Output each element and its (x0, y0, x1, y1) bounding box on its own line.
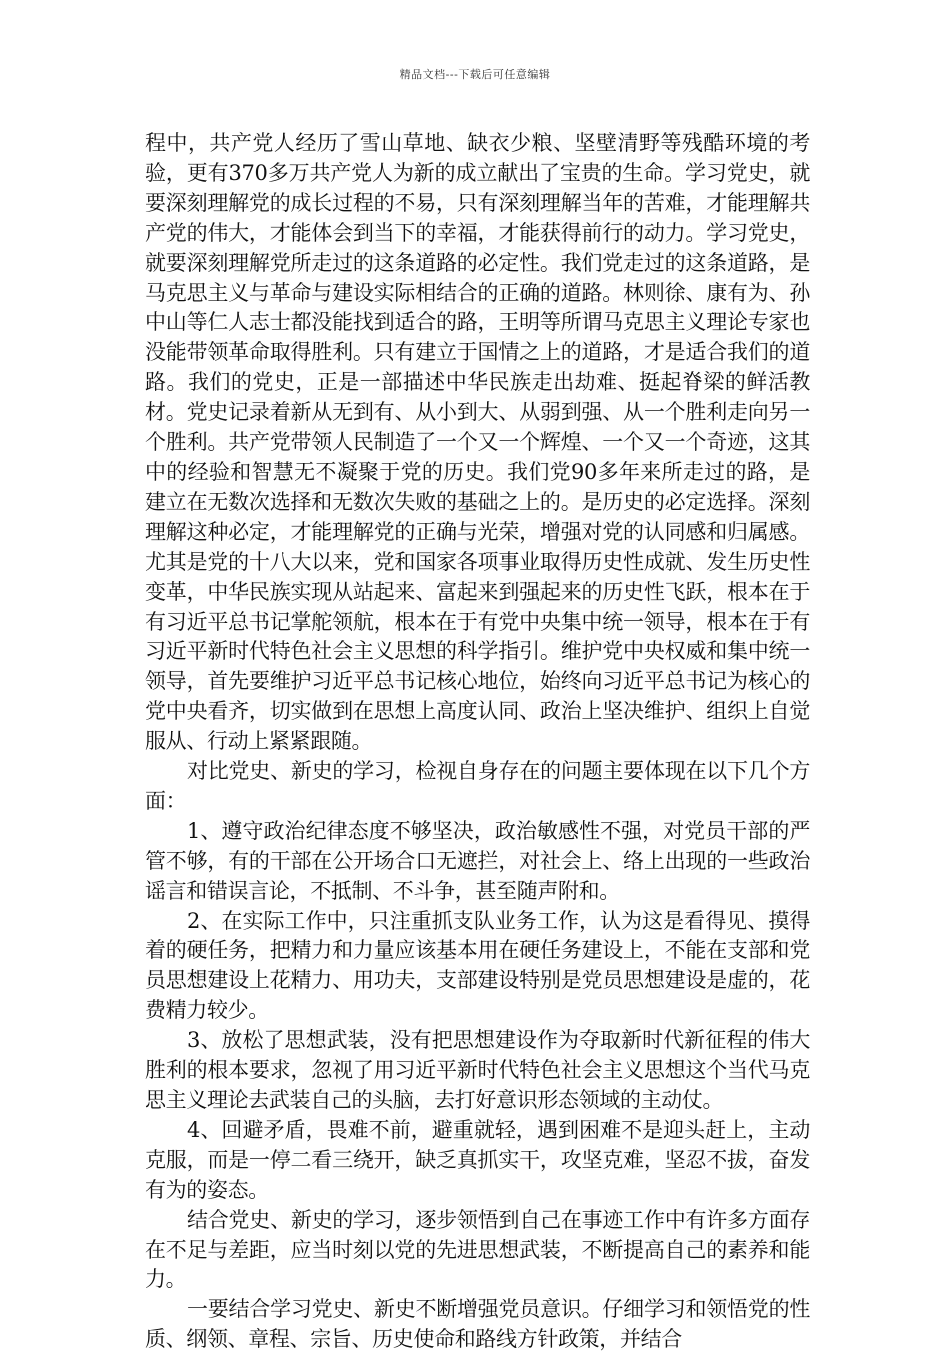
document-body (145, 129, 810, 1355)
paragraph: 2、在实际工作中，只注重抓支队业务工作，认为这是看得见、摸得着的硬任务，把精力和力量应该基本用在硬任务建设上，不能在支部和党员思想建设上花精力、用功夫，支部建设特别是党员思想建设是虚的，花费精力较少。 (145, 908, 810, 1023)
paragraph: 对比党史、新史的学习，检视自身存在的问题主要体现在以下几个方面： (145, 759, 810, 813)
paragraph: 一要结合学习党史、新史不断增强党员意识。仔细学习和领悟党的性质、纲领、章程、宗旨、历史使命和路线方针政策，并结合 (145, 1297, 810, 1352)
paragraph: 结合党史、新史的学习，逐步领悟到自己在事迹工作中有许多方面存在不足与差距，应当时刻以党的先进思想武装，不断提高自己的素养和能力。 (145, 1207, 810, 1292)
paragraph: 4、回避矛盾，畏难不前，避重就轻，遇到困难不是迎头赶上，主动克服，而是一停二看三绕开，缺乏真抓实干，攻坚克难，坚忍不拔，奋发有为的姿态。 (145, 1117, 810, 1202)
paragraph: 1、遵守政治纪律态度不够坚决，政治敏感性不强，对党员干部的严管不够，有的干部在公开场合口无遮拦，对社会上、络上出现的一些政治谣言和错误言论，不抵制、不斗争，甚至随声附和。 (145, 818, 810, 903)
paragraph: 3、放松了思想武装，没有把思想建设作为夺取新时代新征程的伟大胜利的根本要求，忽视了用习近平新时代特色社会主义思想这个当代马克思主义理论去武装自己的头脑，去打好意识形态领域的主动仗。 (145, 1028, 810, 1112)
paragraph: 程中，共产党人经历了雪山草地、缺衣少粮、坚壁清野等残酷环境的考验，更有370多万共产党人为新的成立献出了宝贵的生命。学习党史，就要深刻理解党的成长过程的不易，只有深刻理解当年的苦难，才能理解共产党的伟大，才能体会到当下的幸福，才能获得前行的动力。学习党史，就要深刻理解党所走过的这条道路的必定性。我们党走过的这条道路，是马克思主义与革命与建设实际相结合的正确的道路。林则徐、康有为、孙中山等仁人志士都没能找到适合的路，王明等所谓马克思主义理论专家也没能带领革命取得胜利。只有建立于国情之上的道路，才是适合我们的道路。我们的党史，正是一部描述中华民族走出劫难、挺起脊梁的鲜活教材。党史记录着新从无到有、从小到大、从弱到强、从一个胜利走向另一个胜利。共产党带领人民制造了一个又一个辉煌、一个又一个奇迹，这其中的经验和智慧无不凝聚于党的历史。我们党90多年来所走过的路，是建立在无数次选择和无数次失败的基础之上的。是历史的必定选择。深刻理解这种必定，才能理解党的正确与光荣，增强对党的认同感和归属感。尤其是党的十八大以来，党和国家各项事业取得历史性成就、发生历史性变革，中华民族实现从站起来、富起来到强起来的历史性飞跃，根本在于有习近平总书记掌舵领航，根本在于有党中央集中统一领导，根本在于有习近平新时代特色社会主义思想的科学指引。维护党中央权威和集中统一领导，首先要维护习近平总书记核心地位，始终向习近平总书记为核心的党中央看齐，切实做到在思想上高度认同、政治上坚决维护、组织上自觉服从、行动上紧紧跟随。 (145, 131, 810, 754)
page-header: 精品文档---下载后可任意编辑 (399, 68, 551, 81)
